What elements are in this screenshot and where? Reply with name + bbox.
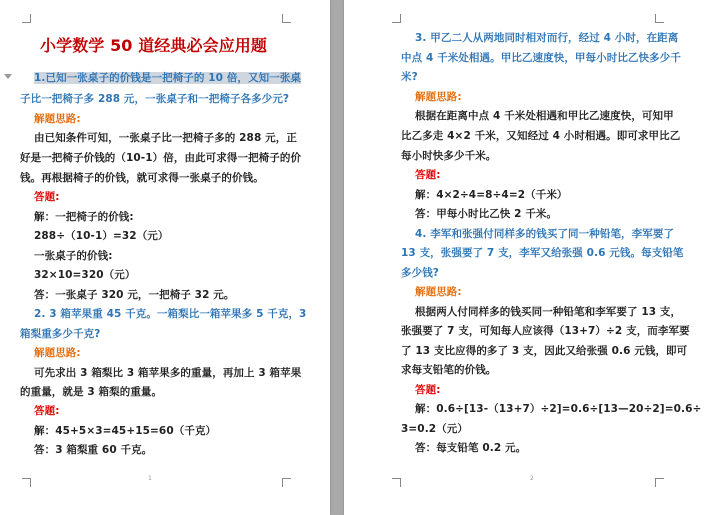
solution-text[interactable]: 32×10=320（元） (34, 269, 136, 281)
solution-text[interactable]: 解：45+5×3=45+15=60（千克） (34, 425, 217, 437)
paragraph-collapse-icon[interactable] (4, 74, 12, 79)
solution-text[interactable]: 一张桌子的价钱: (34, 250, 113, 262)
question-1-line-2[interactable]: 子比一把椅子多 288 元，一张桌子和一把椅子各多少元? (20, 93, 290, 105)
margin-corner-mark (22, 478, 31, 487)
margin-corner-mark (655, 14, 664, 23)
analysis-text[interactable]: 可先求出 3 箱梨比 3 箱苹果多的重量，再加上 3 箱苹果 (34, 367, 302, 379)
margin-corner-mark (282, 478, 291, 487)
question-3-line-2[interactable]: 中点 4 千米处相遇。甲比乙速度快，甲每小时比乙快多少千 (401, 52, 681, 64)
question-4-line-3[interactable]: 多少钱? (401, 267, 439, 279)
answer-label: 答题: (415, 384, 441, 396)
margin-corner-mark (655, 478, 664, 487)
analysis-text[interactable]: 求每支铅笔的价钱。 (401, 364, 497, 376)
solution-text[interactable]: 答：一张桌子 320 元，一把椅子 32 元。 (34, 289, 235, 301)
document-page-2 (344, 0, 723, 515)
question-4-line-2[interactable]: 13 支，张强要了 7 支，李军又给张强 0.6 元钱。每支铅笔 (401, 247, 684, 259)
analysis-text[interactable]: 张强要了 7 支，可知每人应该得（13+7）÷2 支，而李军要 (401, 325, 690, 337)
analysis-text[interactable]: 的重量，就是 3 箱梨的重量。 (20, 386, 163, 398)
answer-label: 答题: (34, 405, 60, 417)
document-title: 小学数学 50 道经典必会应用题 (40, 36, 268, 55)
analysis-text[interactable]: 每小时快多少千米。 (401, 150, 497, 162)
analysis-text[interactable]: 由已知条件可知，一张桌子比一把椅子多的 288 元，正 (34, 132, 297, 144)
answer-label: 答题: (415, 169, 441, 181)
page-number: 2 (530, 475, 534, 482)
margin-corner-mark (282, 14, 291, 23)
document-page-1 (0, 0, 330, 515)
solution-text[interactable]: 3=0.2（元） (401, 423, 469, 435)
solution-text[interactable]: 答：每支铅笔 0.2 元。 (415, 442, 527, 454)
solution-text[interactable]: 答：甲每小时比乙快 2 千米。 (415, 208, 558, 220)
margin-corner-mark (22, 14, 31, 23)
analysis-text[interactable]: 好是一把椅子价钱的（10-1）倍，由此可求得一把椅子的价 (20, 152, 302, 164)
analysis-label: 解题思路: (34, 347, 81, 359)
question-4-line-1[interactable]: 4. 李军和张强付同样多的钱买了同一种铅笔，李军要了 (415, 228, 675, 240)
analysis-text[interactable]: 比乙多走 4×2 千米，又知经过 4 小时相遇。即可求甲比乙 (401, 130, 681, 142)
margin-corner-mark (392, 478, 401, 487)
analysis-text[interactable]: 了 13 支比应得的多了 3 支，因此又给张强 0.6 元钱，即可 (401, 345, 688, 357)
solution-text[interactable]: 288÷（10-1）=32（元） (34, 230, 169, 242)
margin-corner-mark (392, 14, 401, 23)
solution-text[interactable]: 答：3 箱梨重 60 千克。 (34, 444, 153, 456)
analysis-text[interactable]: 根据两人付同样多的钱买同一种铅笔和李军要了 13 支， (415, 306, 682, 318)
analysis-label: 解题思路: (415, 91, 462, 103)
question-3-line-3[interactable]: 米? (401, 71, 418, 83)
solution-text[interactable]: 解：0.6÷[13-（13+7）÷2]=0.6÷[13—20÷2]=0.6÷ (415, 403, 702, 415)
solution-text[interactable]: 解：一把椅子的价钱: (34, 211, 134, 223)
page-number: 1 (148, 475, 152, 482)
question-2-line-1[interactable]: 2. 3 箱苹果重 45 千克。一箱梨比一箱苹果多 5 千克，3 (34, 308, 307, 320)
solution-text[interactable]: 解：4×2÷4=8÷4=2（千米） (415, 189, 568, 201)
analysis-label: 解题思路: (415, 286, 462, 298)
question-1-line-1[interactable]: 1.已知一张桌子的价钱是一把椅子的 10 倍，又知一张桌 (34, 72, 302, 84)
analysis-label: 解题思路: (34, 113, 81, 125)
answer-label: 答题: (34, 191, 60, 203)
analysis-text[interactable]: 钱。再根据椅子的价钱，就可求得一张桌子的价钱。 (20, 172, 264, 184)
question-3-line-1[interactable]: 3. 甲乙二人从两地同时相对而行，经过 4 小时，在距离 (415, 32, 679, 44)
question-2-line-2[interactable]: 箱梨重多少千克? (20, 328, 101, 340)
analysis-text[interactable]: 根据在距离中点 4 千米处相遇和甲比乙速度快，可知甲 (415, 110, 674, 122)
